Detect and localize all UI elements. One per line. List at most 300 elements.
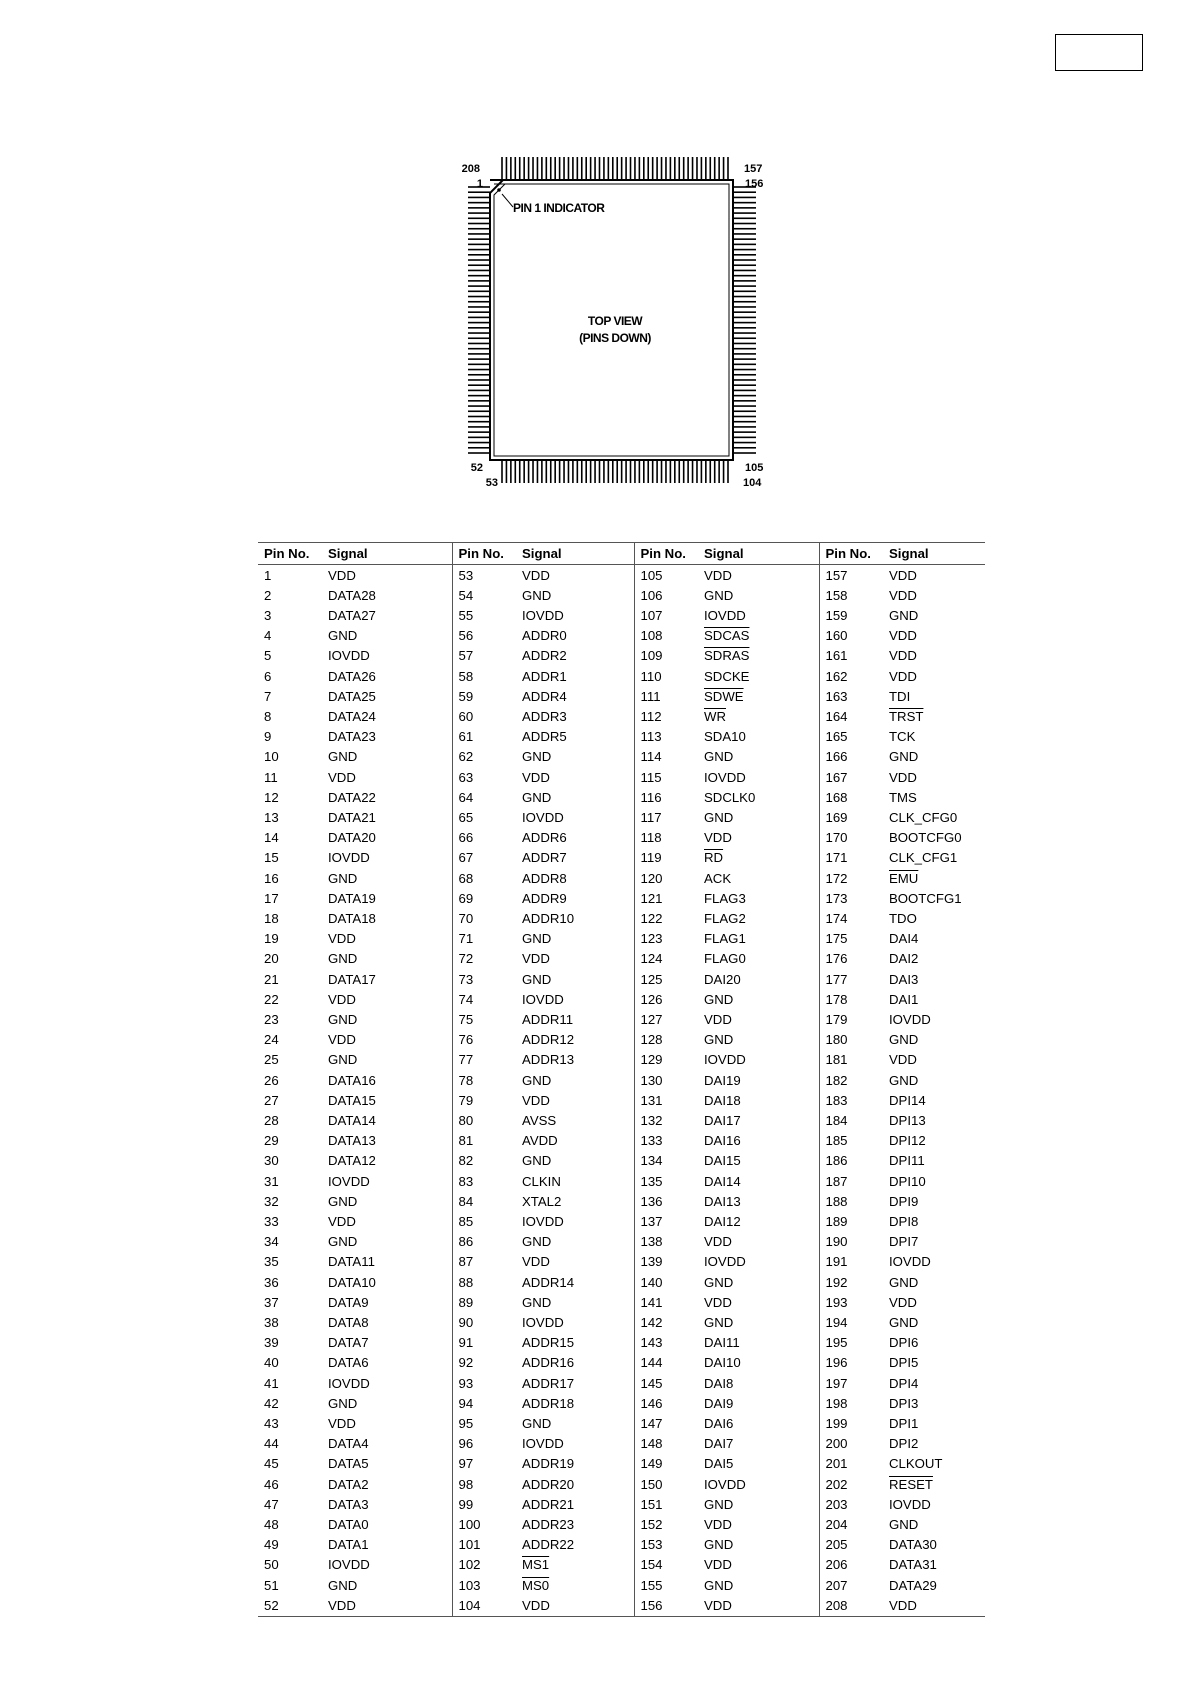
pin-number: 84 — [458, 1193, 474, 1209]
package-pin — [468, 311, 490, 313]
pin-number: 137 — [640, 1214, 663, 1229]
pin-52-label: 52 — [470, 462, 483, 474]
pin-signal: GND — [322, 1009, 452, 1029]
pin-number: 50 — [264, 1557, 279, 1573]
pin-number: 5 — [264, 648, 272, 664]
table-row — [258, 565, 985, 586]
pin-signal: GND — [516, 929, 634, 949]
package-pin — [734, 202, 756, 204]
pin-signal: DPI12 — [889, 1133, 926, 1149]
header-signal: Signal — [322, 543, 452, 565]
table-header-row — [258, 543, 985, 565]
table-row — [258, 807, 985, 827]
pin-signal: IOVDD — [698, 1050, 819, 1070]
pin-signal: DATA0 — [322, 1515, 452, 1535]
pin-signal: GND — [322, 1050, 452, 1070]
pin-number: 96 — [458, 1436, 474, 1452]
table-row — [258, 1555, 985, 1575]
package-pin — [616, 461, 618, 483]
table-row — [258, 1070, 985, 1090]
package-pin — [734, 244, 756, 246]
pin-signal: VDD — [698, 1009, 819, 1029]
package-pin — [734, 233, 756, 235]
pin-number: 154 — [640, 1557, 663, 1573]
table-row — [258, 1292, 985, 1312]
pin-number: 170 — [825, 830, 848, 846]
pin-signal: GND — [698, 1535, 819, 1555]
package-pin — [468, 301, 490, 303]
pin-signal: DATA22 — [322, 787, 452, 807]
pin-number: 72 — [458, 951, 474, 967]
package-pin — [734, 410, 756, 412]
pin-signal: SDCLK0 — [698, 787, 819, 807]
pin-signal: MS0 — [516, 1575, 634, 1595]
pin-number: 186 — [825, 1153, 848, 1169]
pin-signal: ADDR3 — [516, 706, 634, 726]
pin-signal: VDD — [889, 567, 917, 583]
package-pin — [723, 461, 725, 483]
pin-signal: DAI18 — [698, 1090, 819, 1110]
package-pin — [634, 157, 636, 179]
pin-number: 140 — [640, 1274, 663, 1290]
package-pin — [468, 337, 490, 339]
pin-signal: IOVDD — [322, 1555, 452, 1575]
pin-number: 128 — [640, 1032, 663, 1048]
package-pin — [612, 157, 614, 179]
pin-signal: DPI14 — [889, 1092, 926, 1108]
pin-signal: ADDR7 — [516, 848, 634, 868]
pin-signal: VDD — [889, 769, 917, 785]
pin-number: 9 — [264, 729, 272, 745]
package-pin — [714, 157, 716, 179]
package-pin — [734, 296, 756, 298]
pin-signal: FLAG0 — [698, 949, 819, 969]
pin-number: 2 — [264, 587, 272, 603]
pin-signal: DAI6 — [698, 1414, 819, 1434]
package-pin — [734, 301, 756, 303]
pin-number: 165 — [825, 729, 848, 745]
pin-number: 55 — [458, 607, 474, 623]
pin-signal: DATA25 — [322, 686, 452, 706]
package-pin — [468, 223, 490, 225]
package-pin — [734, 348, 756, 350]
pin-number: 196 — [825, 1355, 848, 1371]
package-pin — [468, 395, 490, 397]
package-pin — [554, 157, 556, 179]
pin-signal: IOVDD — [516, 989, 634, 1009]
pin-number: 162 — [825, 668, 848, 684]
package-pin — [734, 358, 756, 360]
package-pin — [612, 461, 614, 483]
pin-number: 127 — [640, 1011, 663, 1027]
table-row — [258, 989, 985, 1009]
package-pin — [468, 217, 490, 219]
package-pin — [734, 212, 756, 214]
package-pin — [468, 447, 490, 449]
table-row — [258, 929, 985, 949]
pin-signal: VDD — [889, 587, 917, 603]
pin-signal: GND — [889, 1517, 919, 1533]
package-pin — [468, 228, 490, 230]
pin-number: 13 — [264, 809, 279, 825]
package-pin — [734, 384, 756, 386]
pin-assignment-table — [258, 542, 985, 1617]
pin-number: 78 — [458, 1072, 474, 1088]
pin-number: 190 — [825, 1234, 848, 1250]
pin-signal: DAI10 — [698, 1353, 819, 1373]
table-row — [258, 969, 985, 989]
package-pin — [734, 291, 756, 293]
pin-signal: DAI5 — [698, 1454, 819, 1474]
pin-number: 166 — [825, 749, 848, 765]
pin-signal: DAI20 — [698, 969, 819, 989]
pin-number: 134 — [640, 1153, 663, 1169]
pin-signal: IOVDD — [516, 1434, 634, 1454]
pin-signal: DATA12 — [322, 1151, 452, 1171]
pin-number: 54 — [458, 587, 474, 603]
package-pin — [599, 461, 601, 483]
package-pin — [665, 157, 667, 179]
pin-signal: ADDR8 — [516, 868, 634, 888]
package-pin — [590, 157, 592, 179]
package-pin — [734, 353, 756, 355]
package-pin — [559, 461, 561, 483]
pin-signal: DPI6 — [889, 1335, 919, 1351]
table-row — [258, 1151, 985, 1171]
package-pin — [468, 212, 490, 214]
package-pin — [468, 275, 490, 277]
pin-signal: ADDR2 — [516, 646, 634, 666]
package-pin — [468, 306, 490, 308]
package-pin — [559, 157, 561, 179]
package-pin — [468, 437, 490, 439]
pin-number: 102 — [458, 1557, 481, 1573]
package-pin — [678, 157, 680, 179]
pin-signal: DATA9 — [322, 1292, 452, 1312]
pin-signal: DATA18 — [322, 908, 452, 928]
pin-number: 205 — [825, 1537, 848, 1553]
pin-signal: DATA21 — [322, 807, 452, 827]
pin-number: 21 — [264, 971, 279, 987]
pin-signal: TCK — [889, 729, 916, 745]
package-pin — [468, 202, 490, 204]
pin-signal: ADDR23 — [516, 1515, 634, 1535]
pin-signal: DATA19 — [322, 888, 452, 908]
pin-signal: VDD — [322, 767, 452, 787]
pin-number: 38 — [264, 1315, 279, 1331]
package-pin — [734, 343, 756, 345]
package-pin — [734, 228, 756, 230]
pin-signal: SDCKE — [698, 666, 819, 686]
table-row — [258, 1110, 985, 1130]
pin-signal: TMS — [889, 789, 917, 805]
package-pin — [670, 461, 672, 483]
table-row — [258, 1434, 985, 1454]
pin-number: 34 — [264, 1234, 279, 1250]
package-pin — [537, 157, 539, 179]
pin-number: 89 — [458, 1294, 474, 1310]
pin-number: 107 — [640, 607, 663, 623]
pin-signal: IOVDD — [516, 605, 634, 625]
table-row — [258, 868, 985, 888]
pin-signal: GND — [698, 1030, 819, 1050]
package-pin — [523, 157, 525, 179]
pin-signal: ADDR15 — [516, 1333, 634, 1353]
pin-signal: ADDR4 — [516, 686, 634, 706]
package-pin — [734, 322, 756, 324]
package-pin — [625, 461, 627, 483]
pin-signal: $\overline{RD}$ — [698, 848, 819, 868]
pin-number: 12 — [264, 789, 279, 805]
pin-signal: DPI11 — [889, 1153, 925, 1169]
package-pin — [696, 461, 698, 483]
pin-signal: DATA31 — [889, 1557, 937, 1573]
pin-number: 18 — [264, 910, 279, 926]
package-pin — [639, 157, 641, 179]
pin-signal: VDD — [698, 1292, 819, 1312]
package-pin — [718, 461, 720, 483]
pin-signal: DAI15 — [698, 1151, 819, 1171]
pin-number: 182 — [825, 1072, 848, 1088]
pin-signal: GND — [322, 626, 452, 646]
table-row — [258, 1494, 985, 1514]
pin-number: 68 — [458, 870, 474, 886]
pin-number: 175 — [825, 931, 848, 947]
package-pin — [563, 461, 565, 483]
pin-number: 24 — [264, 1032, 279, 1048]
pin-signal: GND — [516, 787, 634, 807]
pin-number: 4 — [264, 628, 272, 644]
package-pin — [734, 217, 756, 219]
pin-105-label: 105 — [745, 462, 764, 474]
pin-number: 52 — [258, 1595, 322, 1616]
pin-signal: GND — [322, 868, 452, 888]
pin-number: 194 — [825, 1315, 848, 1331]
package-pin — [568, 461, 570, 483]
package-pin — [468, 238, 490, 240]
package-pin — [468, 426, 490, 428]
pin-signal: IOVDD — [698, 767, 819, 787]
pin-number: 25 — [264, 1052, 279, 1068]
pin-signal: DAI14 — [698, 1171, 819, 1191]
table-row — [258, 1232, 985, 1252]
pin-signal: DATA11 — [322, 1252, 452, 1272]
pin-number: 138 — [640, 1234, 663, 1250]
pin-number: 97 — [458, 1456, 474, 1472]
header-pin-no: Pin No. — [258, 543, 322, 565]
pin-signal: DATA23 — [322, 727, 452, 747]
pin-signal: VDD — [516, 949, 634, 969]
package-pin — [468, 207, 490, 209]
pin-signal: DPI5 — [889, 1355, 919, 1371]
pin-number: 200 — [825, 1436, 848, 1452]
pin-number: 33 — [264, 1214, 279, 1229]
pin-signal: DATA4 — [322, 1434, 452, 1454]
pin-number: 174 — [825, 910, 848, 926]
package-pin — [734, 306, 756, 308]
pin-number: 79 — [458, 1092, 474, 1108]
package-pin — [656, 157, 658, 179]
header-signal: Signal — [883, 543, 985, 565]
pin-number: 135 — [640, 1173, 663, 1189]
pin-signal: GND — [322, 1393, 452, 1413]
package-pin — [506, 157, 508, 179]
pin-signal: AVDD — [516, 1131, 634, 1151]
pin-signal: IOVDD — [698, 1252, 819, 1272]
package-pin — [630, 157, 632, 179]
package-pin — [468, 254, 490, 256]
pin-signal: ADDR13 — [516, 1050, 634, 1070]
pin-number: 202 — [825, 1476, 848, 1492]
header-pin-no: Pin No. — [452, 543, 516, 565]
pin-number: 189 — [825, 1214, 848, 1229]
pin-signal: ADDR11 — [516, 1009, 634, 1029]
package-pin — [734, 327, 756, 329]
pin-number: 81 — [458, 1133, 474, 1149]
pin-signal: GND — [322, 949, 452, 969]
table-row — [258, 1333, 985, 1353]
package-pin — [734, 431, 756, 433]
pin-signal: VDD — [516, 1595, 634, 1616]
pin-signal: GND — [889, 1315, 919, 1331]
pin-signal: VDD — [698, 1555, 819, 1575]
pin-signal: GND — [889, 1032, 919, 1048]
pin-number: 130 — [640, 1072, 663, 1088]
pin-signal: DAI9 — [698, 1393, 819, 1413]
package-pin — [510, 461, 512, 483]
table-row — [258, 1575, 985, 1595]
pin-signal: DAI1 — [889, 991, 919, 1007]
header-pin-no: Pin No. — [634, 543, 698, 565]
table-row — [258, 585, 985, 605]
package-pin — [734, 379, 756, 381]
pin-number: 75 — [458, 1011, 474, 1027]
package-pin — [734, 249, 756, 251]
package-pin — [734, 421, 756, 423]
package-pin — [468, 197, 490, 199]
package-pin — [528, 461, 530, 483]
pin-number: 114 — [640, 749, 662, 765]
package-pin — [734, 238, 756, 240]
pin-number: 40 — [264, 1355, 279, 1371]
pin-number: 57 — [458, 648, 474, 664]
pin-number: 77 — [458, 1052, 474, 1068]
pin-signal: ADDR10 — [516, 908, 634, 928]
table-row — [258, 848, 985, 868]
pin-signal: DAI7 — [698, 1434, 819, 1454]
pin-number: 160 — [825, 628, 848, 644]
pin-signal: DAI3 — [889, 971, 919, 987]
pin-signal: VDD — [698, 828, 819, 848]
pin-number: 98 — [458, 1476, 474, 1492]
pin-signal: IOVDD — [322, 646, 452, 666]
package-pin — [468, 348, 490, 350]
pin-number: 16 — [264, 870, 279, 886]
pin-number: 118 — [640, 830, 662, 846]
package-pin — [647, 461, 649, 483]
table-row — [258, 1373, 985, 1393]
package-pin — [468, 364, 490, 366]
pin-signal: DATA2 — [322, 1474, 452, 1494]
package-pin — [652, 157, 654, 179]
package-pin — [734, 259, 756, 261]
package-pin — [594, 157, 596, 179]
pin-signal: GND — [322, 1191, 452, 1211]
package-pin — [468, 249, 490, 251]
package-pin — [468, 400, 490, 402]
pin-signal: IOVDD — [516, 1313, 634, 1333]
pin-signal: SDCAS — [698, 626, 819, 646]
package-pin — [541, 157, 543, 179]
pin-signal: DATA5 — [322, 1454, 452, 1474]
package-pin — [468, 410, 490, 412]
pin-number: 173 — [825, 890, 848, 906]
pin-signal: TDI — [889, 688, 911, 704]
pin-number: 42 — [264, 1395, 279, 1411]
pin-number: 198 — [825, 1395, 848, 1411]
package-pin — [734, 426, 756, 428]
pin-signal: GND — [698, 1313, 819, 1333]
package-pin — [734, 369, 756, 371]
pin-number: 124 — [640, 951, 663, 967]
table-row — [258, 1353, 985, 1373]
pin-signal: ADDR20 — [516, 1474, 634, 1494]
pin-number: 60 — [458, 708, 474, 724]
package-pin — [603, 157, 605, 179]
pin-signal: DATA20 — [322, 828, 452, 848]
package-pin — [550, 461, 552, 483]
pin-signal: FLAG1 — [698, 929, 819, 949]
pin-signal: VDD — [516, 1252, 634, 1272]
pin-signal: DATA14 — [322, 1110, 452, 1130]
pin-number: 27 — [264, 1092, 279, 1108]
package-pin — [554, 461, 556, 483]
pin-number: 32 — [264, 1193, 279, 1209]
package-pin — [630, 461, 632, 483]
pin-signal: IOVDD — [698, 605, 819, 625]
package-pin — [727, 461, 729, 483]
table-row — [258, 686, 985, 706]
package-pin — [523, 461, 525, 483]
package-pin — [734, 197, 756, 199]
package-pin — [468, 322, 490, 324]
pin-signal: DATA6 — [322, 1353, 452, 1373]
pin-signal: VDD — [322, 1414, 452, 1434]
package-pin — [585, 461, 587, 483]
pin-signal: VDD — [698, 1515, 819, 1535]
pin-number: 145 — [640, 1375, 663, 1391]
package-pin — [506, 461, 508, 483]
pin-number: 69 — [458, 890, 474, 906]
pin-number: 83 — [458, 1173, 474, 1189]
pin-signal: ADDR0 — [516, 626, 634, 646]
pin-number: 56 — [458, 628, 474, 644]
pin-number: 3 — [264, 607, 272, 623]
pin-signal: CLK_CFG0 — [889, 809, 958, 825]
package-pin — [468, 353, 490, 355]
table-row — [258, 1474, 985, 1494]
package-pin — [468, 358, 490, 360]
pin-signal: GND — [698, 989, 819, 1009]
pin-signal: VDD — [698, 565, 819, 586]
package-pin — [734, 223, 756, 225]
pin-signal: IOVDD — [889, 1254, 931, 1270]
package-pin — [734, 416, 756, 418]
pin-number: 108 — [640, 628, 663, 644]
package-pin — [501, 157, 503, 179]
package-pin — [727, 157, 729, 179]
pin-number: 61 — [458, 729, 474, 745]
